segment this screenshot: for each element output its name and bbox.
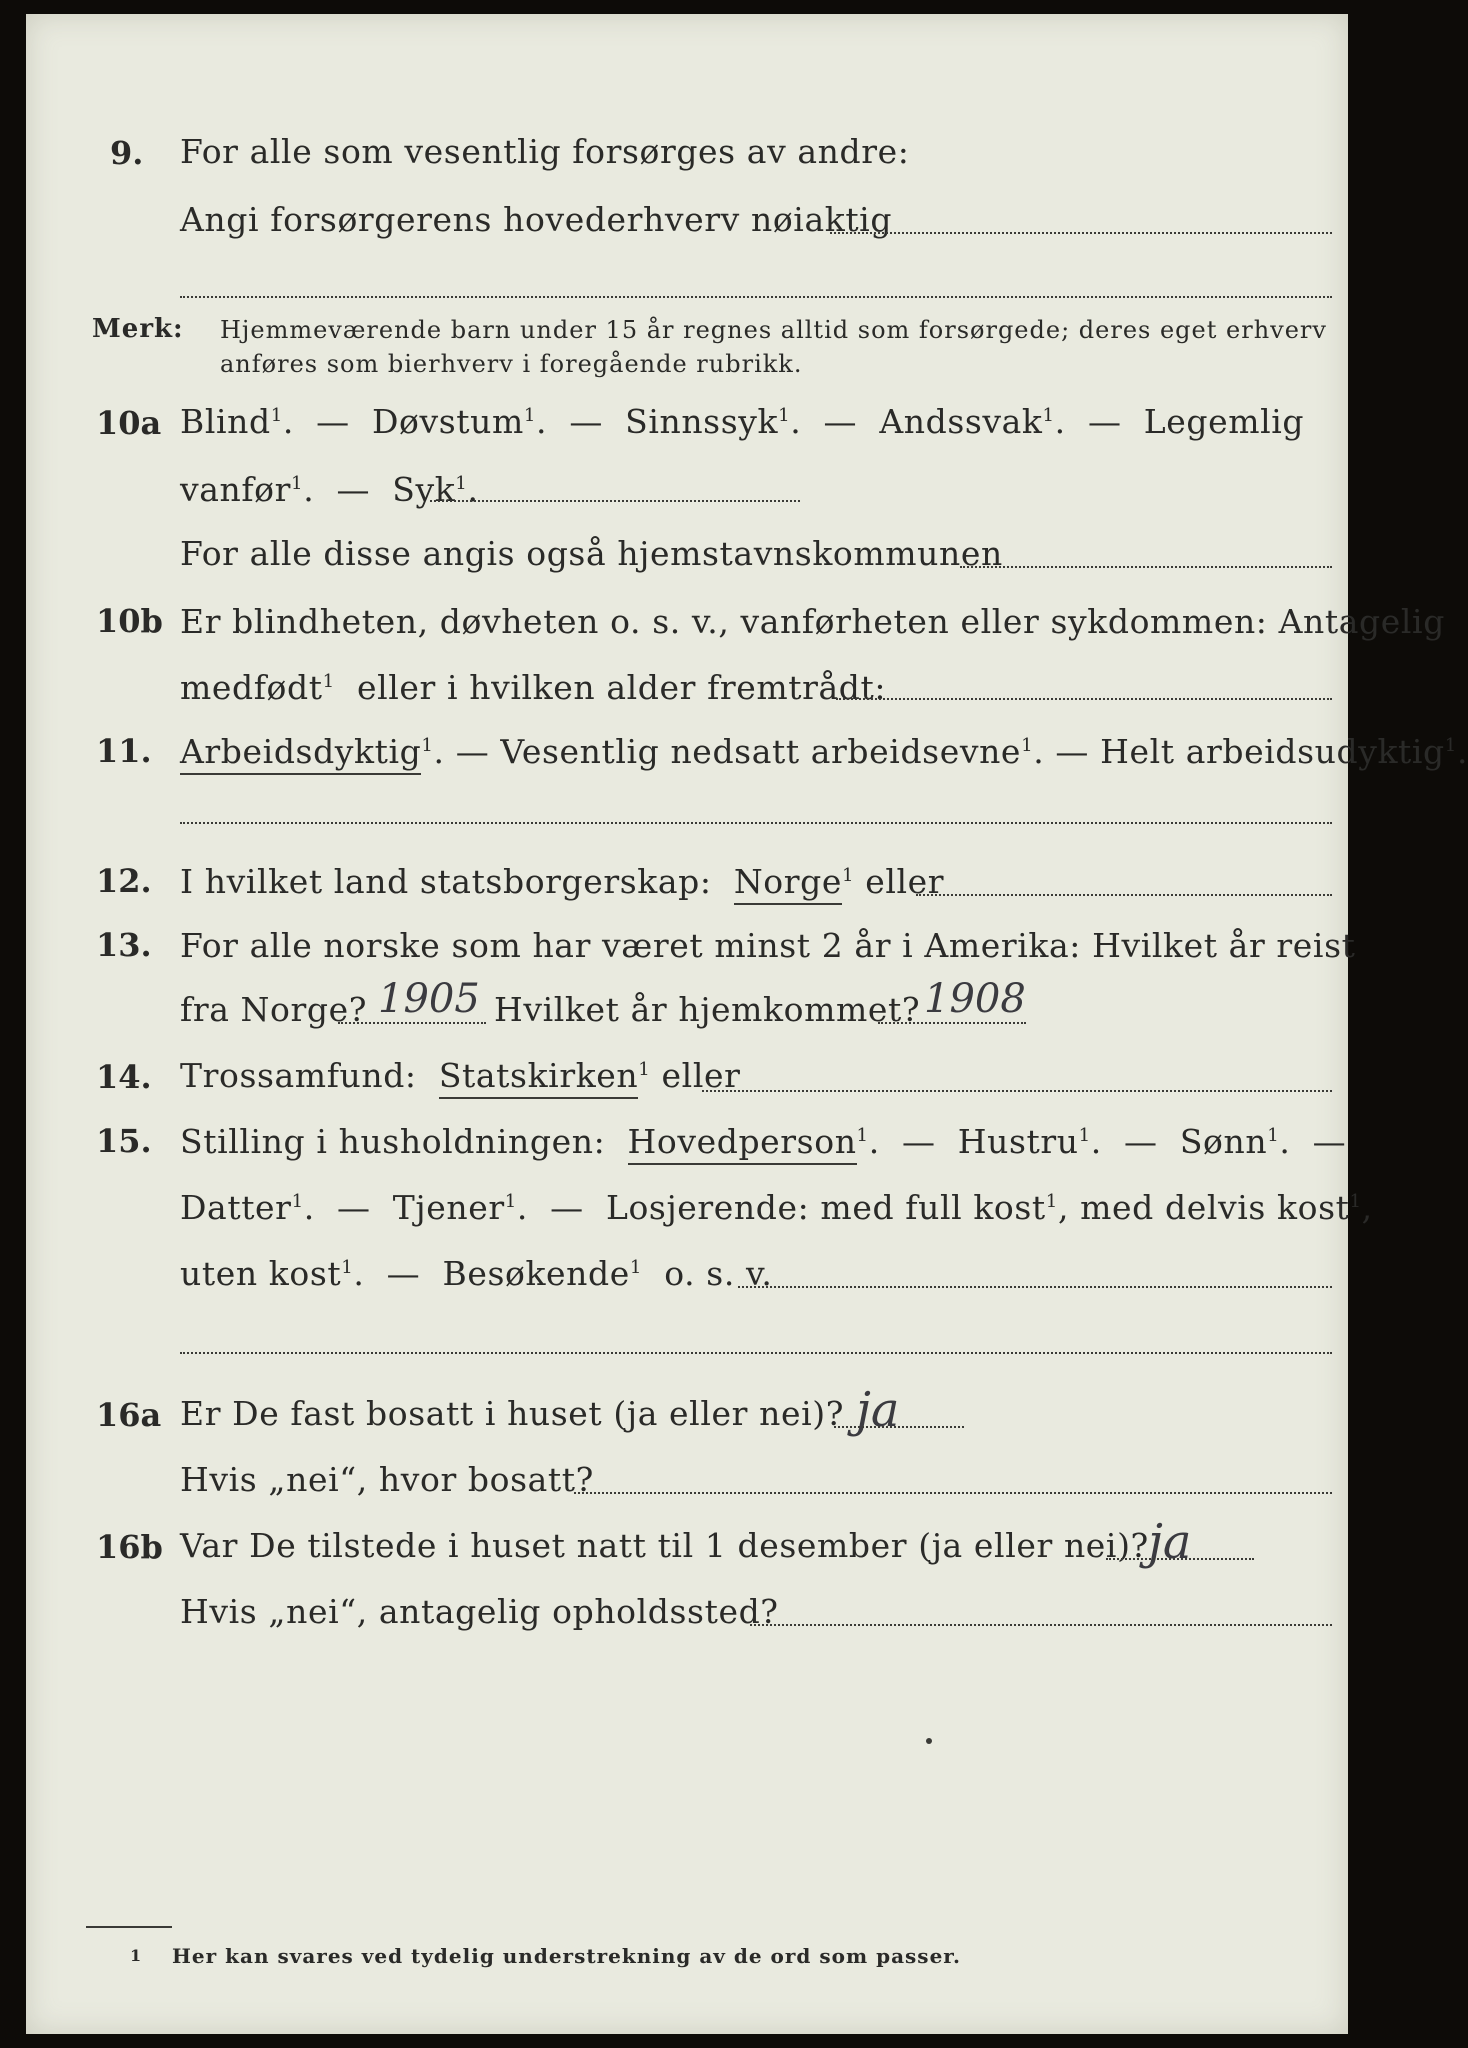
q14-line: Trossamfund: Statskirken$^1$ eller bbox=[180, 1056, 741, 1095]
q15-number: 15. bbox=[96, 1122, 152, 1160]
q16b-opholdssted-line[interactable] bbox=[750, 1624, 1332, 1626]
q16a-line2: Hvis „nei“, hvor bosatt? bbox=[180, 1460, 594, 1499]
opt-hovedperson[interactable]: Hovedperson bbox=[628, 1122, 857, 1165]
q10a-line2: vanfør$^1$. — Syk$^1$. bbox=[180, 470, 479, 509]
opt-tjener[interactable]: Tjener bbox=[392, 1188, 505, 1227]
q9-extra-line[interactable] bbox=[180, 296, 1332, 298]
q9-answer-line[interactable] bbox=[830, 232, 1332, 234]
q10a-kommune-line[interactable] bbox=[960, 566, 1332, 568]
footnote-text: Her kan svares ved tydelig understrekning av de ord som passer. bbox=[172, 1944, 961, 1968]
q16a-bosatt-line[interactable] bbox=[574, 1492, 1332, 1494]
q14-number: 14. bbox=[96, 1058, 152, 1096]
census-form-page bbox=[26, 14, 1468, 2034]
q13-hjem-line[interactable] bbox=[878, 1022, 1026, 1024]
q13-line2a: fra Norge? bbox=[180, 990, 368, 1029]
q16a-number: 16a bbox=[96, 1396, 162, 1434]
footnote-rule bbox=[86, 1926, 172, 1928]
opt-losjerende[interactable]: Losjerende: med full kost bbox=[605, 1188, 1046, 1227]
opt-besokende[interactable]: Besøkende bbox=[442, 1254, 630, 1293]
q9-number: 9. bbox=[110, 134, 144, 172]
handwritten-1905: 1905 bbox=[378, 976, 480, 1022]
q10b-answer-line[interactable] bbox=[836, 698, 1332, 700]
opt-delvis[interactable]: med delvis kost bbox=[1080, 1188, 1350, 1227]
q13-reist-line[interactable] bbox=[338, 1022, 486, 1024]
q15-line2: Datter$^1$. — Tjener$^1$. — Losjerende: med full kost$^1$, med delvis kost$^1$, bbox=[180, 1188, 1373, 1227]
q16a-answer-line[interactable] bbox=[834, 1426, 964, 1428]
opt-udyktig[interactable]: Helt arbeidsudyktig bbox=[1100, 732, 1445, 771]
q16b-line2: Hvis „nei“, antagelig opholdssted? bbox=[180, 1592, 779, 1631]
opt-arbeidsdyktig[interactable]: Arbeidsdyktig bbox=[180, 732, 421, 775]
merk-line2: anføres som bierhverv i foregående rubrikk. bbox=[220, 350, 803, 378]
q10b-line1: Er blindheten, døvheten o. s. v., vanførheten eller sykdommen: Antagelig bbox=[180, 602, 1445, 641]
q10a-line1: Blind$^1$. — Døvstum$^1$. — Sinnssyk$^1$. — Andssvak$^1$. — Legemlig bbox=[180, 402, 1305, 441]
opt-dovstum[interactable]: Døvstum bbox=[371, 402, 524, 441]
opt-statskirken[interactable]: Statskirken bbox=[439, 1056, 638, 1099]
q13-number: 13. bbox=[96, 926, 152, 964]
opt-medfodt[interactable]: medfødt bbox=[180, 668, 323, 707]
q10a-line3: For alle disse angis også hjemstavnskommunen bbox=[180, 534, 1003, 573]
q15-extra-line[interactable] bbox=[180, 1352, 1332, 1354]
q15-line3: uten kost$^1$. — Besøkende$^1$ o. s. v. bbox=[180, 1254, 773, 1293]
q9-line1: For alle som vesentlig forsørges av andre: bbox=[180, 132, 910, 171]
opt-datter[interactable]: Datter bbox=[180, 1188, 292, 1227]
q12-line: I hvilket land statsborgerskap: Norge$^1$ eller bbox=[180, 862, 944, 901]
opt-sinnssyk[interactable]: Sinnssyk bbox=[625, 402, 779, 441]
q13-line2b: Hvilket år hjemkommet? bbox=[494, 990, 921, 1029]
merk-label: Merk: bbox=[92, 314, 184, 344]
q16b-number: 16b bbox=[96, 1528, 163, 1566]
opt-legemlig[interactable]: Legemlig bbox=[1143, 402, 1305, 441]
handwritten-1908: 1908 bbox=[924, 976, 1026, 1022]
opt-norge[interactable]: Norge bbox=[734, 862, 842, 905]
ink-dot bbox=[926, 1738, 932, 1744]
opt-sonn[interactable]: Sønn bbox=[1179, 1122, 1268, 1161]
q16a-line1: Er De fast bosatt i huset (ja eller nei)? bbox=[180, 1394, 844, 1433]
q11-number: 11. bbox=[96, 732, 152, 770]
handwritten-ja-16a: ja bbox=[856, 1382, 900, 1438]
q10a-number: 10a bbox=[96, 404, 162, 442]
q16b-line1: Var De tilstede i huset natt til 1 desember (ja eller nei)? bbox=[180, 1526, 1149, 1565]
q10b-line2: medfødt$^1$ eller i hvilken alder fremtrådt: bbox=[180, 668, 887, 707]
handwritten-ja-16b: ja bbox=[1148, 1514, 1192, 1570]
opt-hustru[interactable]: Hustru bbox=[957, 1122, 1079, 1161]
merk-line1: Hjemmeværende barn under 15 år regnes alltid som forsørgede; deres eget erhverv bbox=[220, 316, 1327, 344]
q14-answer-line[interactable] bbox=[702, 1090, 1332, 1092]
q15-line1: Stilling i husholdningen: Hovedperson$^1$. — Hustru$^1$. — Sønn$^1$. — bbox=[180, 1122, 1346, 1161]
opt-uten-kost[interactable]: uten kost bbox=[180, 1254, 342, 1293]
opt-syk[interactable]: Syk bbox=[392, 470, 456, 509]
q11-extra-line[interactable] bbox=[180, 822, 1332, 824]
q16b-answer-line[interactable] bbox=[1106, 1558, 1254, 1560]
q9-line2: Angi forsørgerens hovederhverv nøiaktig bbox=[180, 200, 893, 239]
opt-blind[interactable]: Blind bbox=[180, 402, 271, 441]
q10a-syk-line[interactable] bbox=[430, 500, 800, 502]
q11-line: Arbeidsdyktig$^1$. — Vesentlig nedsatt arbeidsevne$^1$. — Helt arbeidsudyktig$^1$. bbox=[180, 732, 1468, 771]
q15-answer-line[interactable] bbox=[738, 1286, 1332, 1288]
q12-answer-line[interactable] bbox=[916, 894, 1332, 896]
q10b-number: 10b bbox=[96, 602, 163, 640]
footnote-mark: 1 bbox=[130, 1946, 143, 1965]
q12-number: 12. bbox=[96, 862, 152, 900]
opt-andssvak[interactable]: Andssvak bbox=[879, 402, 1043, 441]
opt-nedsatt[interactable]: Vesentlig nedsatt arbeidsevne bbox=[500, 732, 1022, 771]
opt-vanfor[interactable]: vanfør bbox=[180, 470, 292, 509]
q13-line1: For alle norske som har været minst 2 år i Amerika: Hvilket år reist bbox=[180, 926, 1356, 965]
